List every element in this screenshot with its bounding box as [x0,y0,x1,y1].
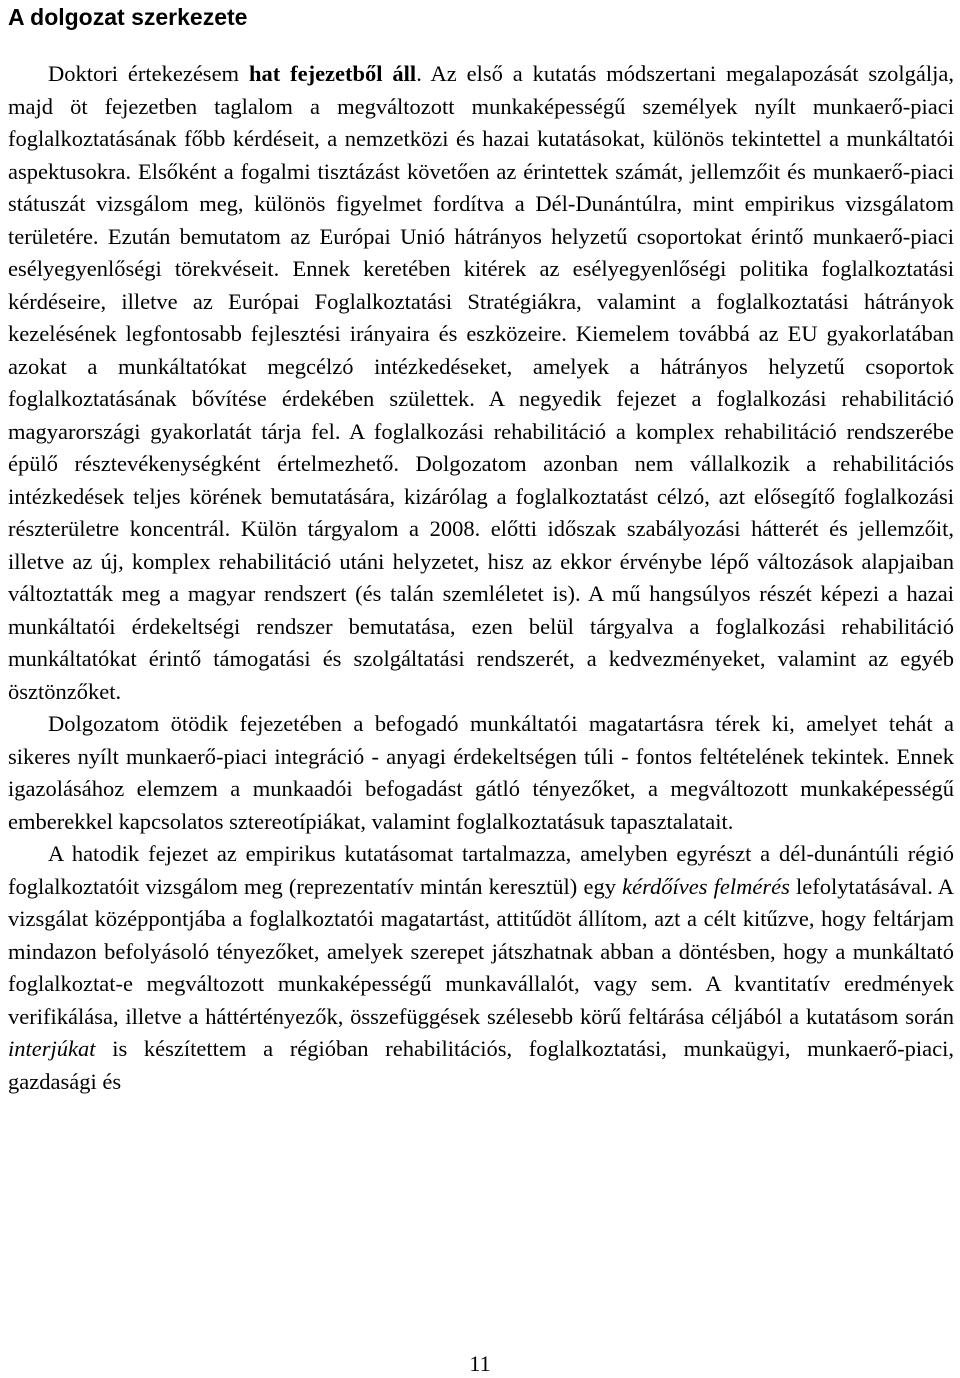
paragraph-3-italic-text-1: kérdőíves felmérés [622,873,790,899]
paragraph-3-italic-text-2: interjúkat [8,1036,96,1061]
paragraph-2 [8,708,954,838]
paragraph-3-text-3: is készítettem a régióban rehabilitációs, foglalkoztatási, munkaügyi, munkaerő-piaci, gazdasági és [8,1036,954,1094]
paragraph-1-text-1: Doktori értekezésem [48,61,249,86]
paragraph-3 [8,838,954,1098]
paragraph-1 [8,58,954,708]
paragraph-1-text-2: . Az első a kutatás módszertani megalapozását szolgálja, majd öt fejezetben taglalom a megváltozott munkaképességű személyek nyílt munkaerő-piaci foglalkoztatásának főbb kérdéseit, a nemzetközi és hazai kutatásokat, különös tekintettel a munkáltatói aspektusokra. Elsőként a fogalmi tisztázást követően az érintettek számát, jellemzőit és munkaerő-piaci státuszát vizsgálom meg, különös figyelmet fordítva a Dél-Dunántúlra, mint empirikus vizsgálatom területére. Ezután bemutatom az Európai Unió hátrányos helyzetű csoportokat érintő munkaerő-piaci esélyegyenlőségi törekvéseit. Ennek keretében kitérek az esélyegyenlőségi politika foglalkoztatási kérdéseire, illetve az Európai Foglalkoztatási Stratégiákra, valamint a foglalkoztatási hátrányok kezelésének legfontosabb fejlesztési irányaira és eszközeire. Kiemelem továbbá az EU gyakorlatában azokat a munkáltatókat megcélzó intézkedéseket, amelyek a hátrányos helyzetű csoportok foglalkoztatásának bővítése érdekében születtek. A negyedik fejezet a foglalkozási rehabilitáció magyarországi gyakorlatát tárja fel. A foglalkozási rehabilitáció a komplex rehabilitáció rendszerébe épülő résztevékenységként értelmezhető. Dolgozatom azonban nem vállalkozik a rehabilitációs intézkedések teljes körének bemutatására, kizárólag a foglalkoztatást célzó, azt elősegítő foglalkozási részterületre koncentrál. Külön tárgyalom a 2008. előtti időszak szabályozási hátterét és jellemzőit, illetve az új, komplex rehabilitáció utáni helyzetet, hisz az ekkor érvénybe lépő változások alapjaiban változtatták meg a magyar rendszert (és talán szemléletet is). A mű hangsúlyos részét képezi a hazai munkáltatói érdekeltségi rendszer bemutatása, ezen belül tárgyalva a foglalkozási rehabilitáció munkáltatókat érintő támogatási és szolgáltatási rendszerét, a kedvezményeket, valamint az egyéb ösztönzőket. [8,61,954,704]
body-text [8,58,954,1098]
section-heading: A dolgozat szerkezete [8,4,248,30]
paragraph-1-bold-text: hat fejezetből áll [248,61,417,86]
paragraph-3-text-1: A hatodik fejezet az empirikus kutatásomat tartalmazza, amelyben egyrészt a dél-dunántúli régió foglalkoztatóit vizsgálom meg (reprezentatív mintán keresztül) egy [8,841,954,899]
paragraph-3-text-2: lefolytatásával. A vizsgálat középpontjába a foglalkoztatói magatartást, attitűdöt állítom, azt a célt kitűzve, hogy feltárjam mindazon befolyásoló tényezőket, amelyek szerepet játszhatnak abban a döntésben, hogy a munkáltató foglalkoztat-e megváltozott munkaképességű munkavállalót, vagy sem. A kvantitatív eredmények verifikálása, illetve a háttértényezők, összefüggések szélesebb körű feltárása céljából a kutatásom során [8,873,955,1029]
page-number: 11 [469,1351,491,1376]
paragraph-2-text-1: Dolgozatom ötödik fejezetében a befogadó munkáltatói magatartásra térek ki, amelyet tehát a sikeres nyílt munkaerő-piaci integráció - anyagi érdekeltségen túli - fontos feltételének tekintek. Ennek igazolásához elemzem a munkaadói befogadást gátló tényezőket, a megváltozott munkaképességű emberekkel kapcsolatos sztereotípiákat, valamint foglalkoztatásuk tapasztalatait. [8,711,954,834]
